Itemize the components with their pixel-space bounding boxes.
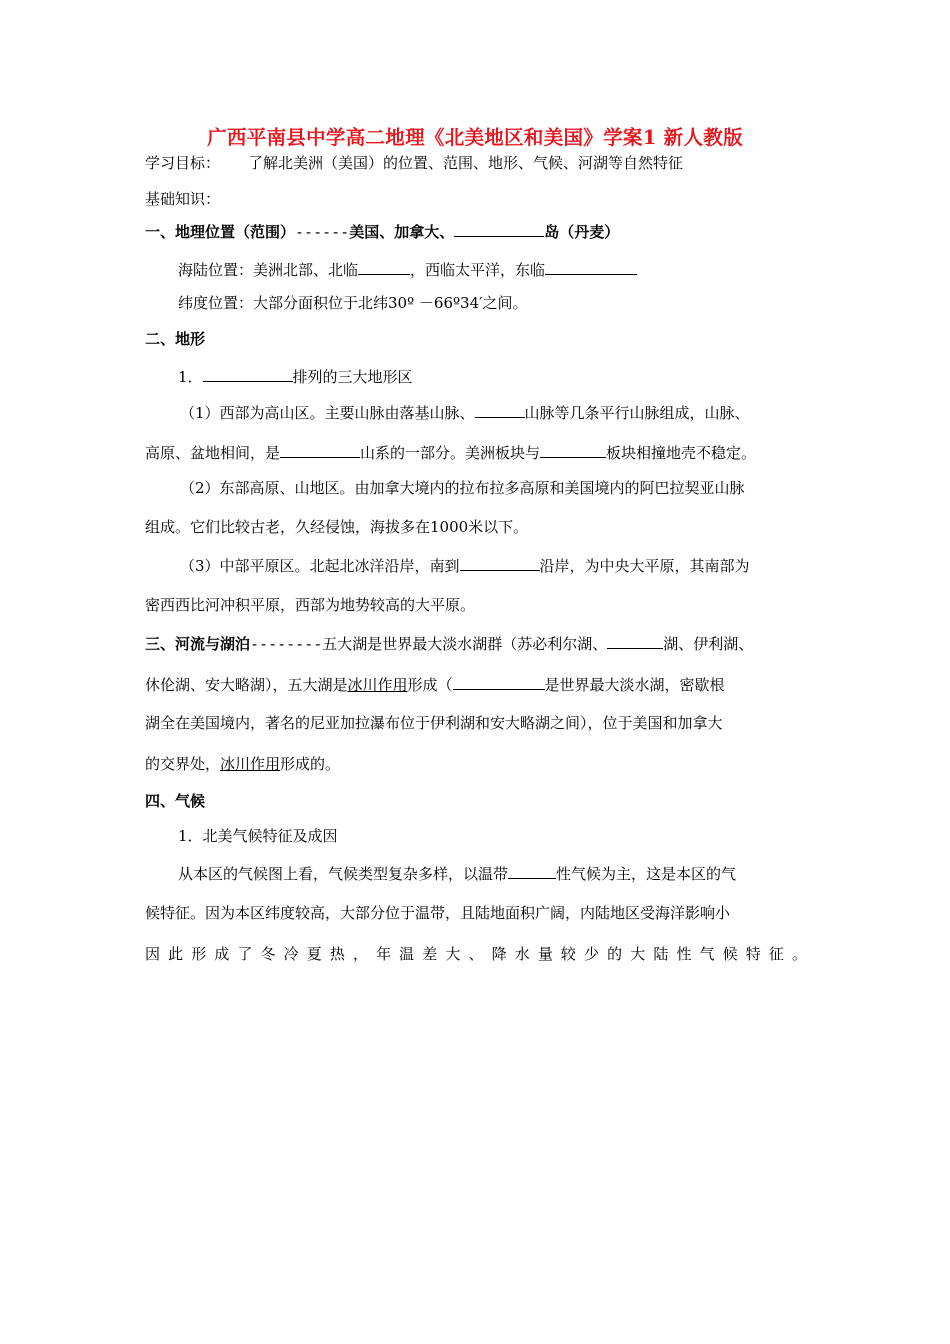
climate-text-b: 性气候为主，这是本区的气: [556, 865, 737, 883]
terrain-west-a: （1）西部为高山区。主要山脉由落基山脉、: [180, 404, 475, 422]
lakes-text-e: 是世界最大淡水湖，密歇根: [544, 676, 725, 694]
climate-line-2: 候特征。因为本区纬度较高，大部分位于温带，且陆地面积广阔，内陆地区受海洋影响小: [145, 904, 731, 922]
lakes-text-d: 形成（: [407, 676, 453, 694]
blank-mountain-system[interactable]: [280, 441, 360, 458]
glacier-action-1: 冰川作用: [347, 676, 408, 694]
lakes-text-c: 休伦湖、安大略湖），五大湖是: [145, 676, 348, 694]
terrain-east-line-2: 组成。它们比较古老，久经侵蚀，海拔多在1000米以下。: [145, 518, 529, 536]
blank-largest-lake[interactable]: [453, 673, 545, 690]
climate-line-3: 因此形成了冬冷夏热，年温差大、降水量较少的大陆性气候特征。: [145, 945, 807, 963]
blank-arrangement[interactable]: [203, 365, 293, 382]
section-1-title: 一、地理位置（范围）: [145, 223, 296, 241]
basic-knowledge-label: 基础知识：: [145, 190, 221, 208]
blank-north-ocean[interactable]: [358, 258, 410, 275]
section-1-island: 岛（丹麦）: [544, 223, 620, 241]
lakes-text-g: 形成的。: [280, 755, 341, 773]
section-3-line-3: 湖全在美国境内，著名的尼亚加拉瀑布位于伊利湖和安大略湖之间），位于美国和加拿大: [145, 714, 723, 732]
climate-text-a: 从本区的气候图上看，气候类型复杂多样，以温带: [178, 865, 509, 883]
blank-island[interactable]: [454, 220, 544, 237]
section-3-heading: 三、河流与湖泊: [145, 635, 251, 653]
terrain-west-b: 山脉等几条平行山脉组成，山脉、: [524, 404, 750, 422]
blank-mountain[interactable]: [475, 401, 525, 418]
section-3-dashes: --------: [250, 635, 323, 653]
terrain-central-b: 沿岸，为中央大平原，其南部为: [539, 557, 750, 575]
section-3-line-4: [145, 754, 810, 774]
section-2-heading: 二、地形: [145, 330, 206, 348]
objective-text: 了解北美洲（美国）的位置、范围、地形、气候、河湖等自然特征: [248, 154, 684, 172]
terrain-east-line-1: （2）东部高原、山地区。由加拿大境内的拉布拉多高原和美国境内的阿巴拉契亚山脉: [180, 479, 745, 497]
terrain-item-1: [178, 365, 810, 387]
section-4-heading: 四、气候: [145, 792, 206, 810]
blank-plate[interactable]: [540, 441, 606, 458]
lakes-text-a: 五大湖是世界最大淡水湖群（苏必利尔湖、: [322, 635, 608, 653]
blank-east-ocean[interactable]: [545, 258, 637, 275]
terrain-central-a: （3）中部平原区。北起北冰洋沿岸，南到: [180, 557, 460, 575]
glacier-action-2: 冰川作用: [220, 755, 281, 773]
section-3-line-1: [145, 632, 810, 654]
lakes-text-f: 的交界处，: [145, 755, 221, 773]
terrain-item-1-num: 1．: [178, 368, 203, 386]
section-1-countries: 美国、加拿大、: [349, 223, 455, 241]
climate-line-1: [178, 862, 810, 884]
section-1-heading: [145, 220, 810, 242]
sea-land-text-b: ，西临太平洋，东临: [410, 261, 546, 279]
document-title: 广西平南县中学高二地理《北美地区和美国》学案1 新人教版: [207, 126, 743, 149]
blank-lake[interactable]: [607, 632, 663, 649]
objective-label: 学习目标：: [145, 154, 221, 172]
terrain-central-line-1: [180, 554, 810, 576]
terrain-west-c: 高原、盆地相间，是: [145, 444, 281, 462]
terrain-west-line-1: [180, 401, 810, 423]
section-3-line-2: [145, 673, 810, 695]
terrain-item-1-text: 排列的三大地形区: [292, 368, 413, 386]
sea-land-position: [178, 258, 810, 280]
blank-gulf[interactable]: [460, 554, 540, 571]
learning-objective: [145, 153, 810, 173]
lakes-text-b: 湖、伊利湖、: [663, 635, 754, 653]
terrain-west-e: 板块相撞地壳不稳定。: [606, 444, 757, 462]
terrain-central-line-2: 密西西比河冲积平原，西部为地势较高的大平原。: [145, 596, 476, 614]
blank-climate-type[interactable]: [508, 862, 556, 879]
sea-land-text-a: 海陆位置：美洲北部、北临: [178, 261, 359, 279]
terrain-west-line-2: [145, 441, 810, 463]
terrain-west-d: 山系的一部分。美洲板块与: [360, 444, 541, 462]
latitude-position: 纬度位置：大部分面积位于北纬30º －66º34′之间。: [178, 294, 528, 312]
section-1-dashes: ------: [295, 223, 350, 241]
climate-item-1: 1．北美气候特征及成因: [178, 827, 338, 845]
